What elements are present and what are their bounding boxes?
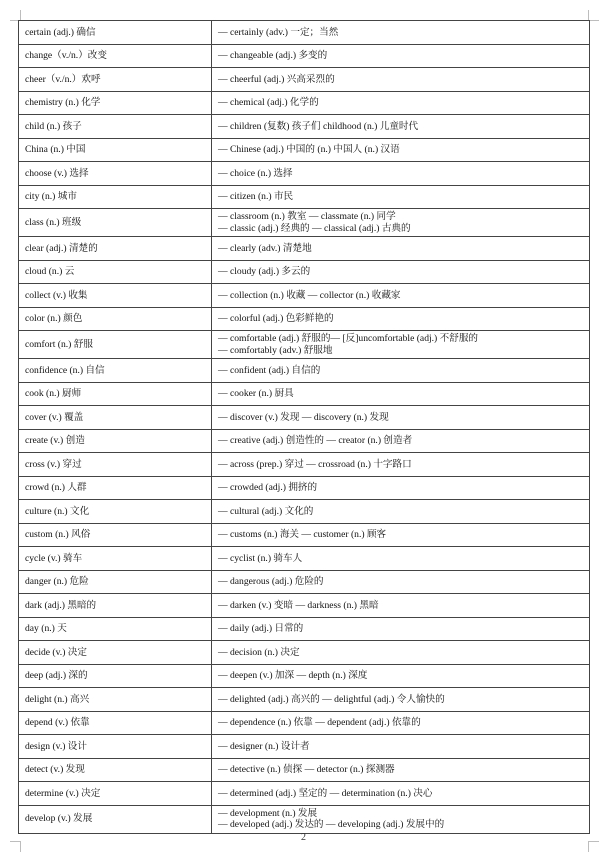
- headword-cell: determine (v.) 决定: [19, 782, 212, 806]
- derivative-line: — choice (n.) 选择: [218, 167, 293, 179]
- headword-cell: cover (v.) 覆盖: [19, 406, 212, 430]
- derivatives-cell: [212, 44, 590, 68]
- derivatives-cell: [212, 500, 590, 524]
- derivatives-cell: [212, 453, 590, 477]
- table-row: [19, 500, 590, 524]
- table-row: [19, 664, 590, 688]
- derivative-line: — designer (n.) 设计者: [218, 740, 310, 752]
- derivatives-cell: [212, 429, 590, 453]
- derivative-line: — discover (v.) 发现 — discovery (n.) 发现: [218, 411, 389, 423]
- table-row: [19, 162, 590, 186]
- table-row: [19, 641, 590, 665]
- derivatives-cell: [212, 735, 590, 759]
- headword-cell: deep (adj.) 深的: [19, 664, 212, 688]
- table-row: [19, 284, 590, 308]
- derivative-line: — Chinese (adj.) 中国的 (n.) 中国人 (n.) 汉语: [218, 144, 400, 155]
- derivatives-cell: [212, 209, 590, 237]
- headword-cell: day (n.) 天: [19, 617, 212, 641]
- table-row: [19, 406, 590, 430]
- derivative-line: — classic (adj.) 经典的 — classical (adj.) 古典的: [218, 222, 411, 234]
- table-row: [19, 359, 590, 383]
- headword-cell: danger (n.) 危险: [19, 570, 212, 594]
- table-row: [19, 237, 590, 261]
- table-row: [19, 21, 590, 45]
- derivatives-cell: [212, 805, 590, 833]
- derivative-line: — creative (adj.) 创造性的 — creator (n.) 创造者: [218, 435, 413, 446]
- headword-cell: cycle (v.) 骑车: [19, 547, 212, 571]
- derivatives-cell: [212, 68, 590, 92]
- table-row: [19, 711, 590, 735]
- table-row: [19, 209, 590, 237]
- table-row: [19, 570, 590, 594]
- headword-cell: design (v.) 设计: [19, 735, 212, 759]
- headword-cell: chemistry (n.) 化学: [19, 91, 212, 115]
- headword-cell: detect (v.) 发现: [19, 758, 212, 782]
- derivatives-cell: [212, 641, 590, 665]
- derivatives-cell: [212, 664, 590, 688]
- headword-cell: confidence (n.) 自信: [19, 359, 212, 383]
- headword-cell: class (n.) 班级: [19, 209, 212, 237]
- headword-cell: cloud (n.) 云: [19, 260, 212, 284]
- headword-cell: dark (adj.) 黑暗的: [19, 594, 212, 618]
- derivatives-cell: [212, 758, 590, 782]
- derivatives-cell: [212, 359, 590, 383]
- headword-cell: decide (v.) 决定: [19, 641, 212, 665]
- derivative-line: — crowded (adj.) 拥挤的: [218, 482, 318, 493]
- derivative-line: — cultural (adj.) 文化的: [218, 505, 314, 517]
- derivatives-cell: [212, 594, 590, 618]
- derivatives-cell: [212, 617, 590, 641]
- table-row: [19, 594, 590, 618]
- table-row: [19, 307, 590, 331]
- derivatives-cell: [212, 688, 590, 712]
- derivatives-cell: [212, 523, 590, 547]
- derivatives-cell: [212, 260, 590, 284]
- derivative-line: — darken (v.) 变暗 — darkness (n.) 黑暗: [218, 599, 379, 611]
- table-row: [19, 260, 590, 284]
- derivatives-cell: [212, 115, 590, 139]
- table-row: [19, 138, 590, 162]
- derivatives-cell: [212, 185, 590, 209]
- derivative-line: — cooker (n.) 厨具: [218, 388, 294, 399]
- derivative-line: — cloudy (adj.) 多云的: [218, 266, 311, 277]
- derivative-line: — cyclist (n.) 骑车人: [218, 552, 303, 564]
- vocabulary-table: [18, 20, 590, 834]
- derivative-line: — daily (adj.) 日常的: [218, 623, 304, 634]
- headword-cell: create (v.) 创造: [19, 429, 212, 453]
- table-row: [19, 429, 590, 453]
- vocabulary-table-body: [19, 21, 590, 834]
- derivative-line: — clearly (adv.) 清楚地: [218, 242, 312, 254]
- derivative-line: — citizen (n.) 市民: [218, 191, 294, 202]
- table-row: [19, 758, 590, 782]
- page-number: 2: [301, 832, 306, 843]
- derivatives-cell: [212, 284, 590, 308]
- derivatives-cell: [212, 476, 590, 500]
- derivatives-cell: [212, 21, 590, 45]
- headword-cell: China (n.) 中国: [19, 138, 212, 162]
- headword-cell: collect (v.) 收集: [19, 284, 212, 308]
- table-row: [19, 185, 590, 209]
- table-row: [19, 805, 590, 833]
- derivatives-cell: [212, 138, 590, 162]
- table-row: [19, 617, 590, 641]
- derivative-line: — across (prep.) 穿过 — crossroad (n.) 十字路口: [218, 458, 412, 470]
- derivatives-cell: [212, 331, 590, 359]
- headword-cell: comfort (n.) 舒服: [19, 331, 212, 359]
- derivative-line: — development (n.) 发展: [218, 807, 318, 819]
- derivatives-cell: [212, 547, 590, 571]
- derivative-line: — classroom (n.) 教室 — classmate (n.) 同学: [218, 211, 396, 222]
- derivative-line: — collection (n.) 收藏 — collector (n.) 收藏家: [218, 289, 401, 301]
- headword-cell: cheer（v./n.）欢呼: [19, 68, 212, 92]
- table-row: [19, 688, 590, 712]
- table-row: [19, 453, 590, 477]
- derivatives-cell: [212, 307, 590, 331]
- derivative-line: — deepen (v.) 加深 — depth (n.) 深度: [218, 670, 368, 681]
- headword-cell: crowd (n.) 人群: [19, 476, 212, 500]
- derivatives-cell: [212, 382, 590, 406]
- table-row: [19, 68, 590, 92]
- table-row: [19, 547, 590, 571]
- derivative-line: — certainly (adv.) 一定；当然: [218, 26, 339, 38]
- derivative-line: — decision (n.) 决定: [218, 646, 300, 658]
- derivative-line: — dependence (n.) 依靠 — dependent (adj.) 依靠的: [218, 717, 421, 728]
- headword-cell: city (n.) 城市: [19, 185, 212, 209]
- derivative-line: — children (复数) 孩子们 childhood (n.) 儿童时代: [218, 120, 419, 132]
- derivatives-cell: [212, 711, 590, 735]
- headword-cell: change（v./n.）改变: [19, 44, 212, 68]
- headword-cell: develop (v.) 发展: [19, 805, 212, 833]
- derivative-line: — dangerous (adj.) 危险的: [218, 576, 324, 587]
- derivative-line: — colorful (adj.) 色彩鲜艳的: [218, 313, 334, 324]
- table-row: [19, 782, 590, 806]
- headword-cell: delight (n.) 高兴: [19, 688, 212, 712]
- derivative-line: — comfortably (adv.) 舒服地: [218, 344, 333, 356]
- derivative-line: — confident (adj.) 自信的: [218, 364, 321, 376]
- headword-cell: clear (adj.) 清楚的: [19, 237, 212, 261]
- derivatives-cell: [212, 782, 590, 806]
- table-row: [19, 735, 590, 759]
- table-row: [19, 382, 590, 406]
- headword-cell: culture (n.) 文化: [19, 500, 212, 524]
- headword-cell: color (n.) 颜色: [19, 307, 212, 331]
- headword-cell: child (n.) 孩子: [19, 115, 212, 139]
- headword-cell: certain (adj.) 确信: [19, 21, 212, 45]
- derivatives-cell: [212, 570, 590, 594]
- table-row: [19, 91, 590, 115]
- table-row: [19, 476, 590, 500]
- headword-cell: choose (v.) 选择: [19, 162, 212, 186]
- headword-cell: cross (v.) 穿过: [19, 453, 212, 477]
- derivative-line: — cheerful (adj.) 兴高采烈的: [218, 73, 335, 85]
- derivative-line: — changeable (adj.) 多变的: [218, 50, 328, 61]
- table-row: [19, 523, 590, 547]
- derivative-line: — determined (adj.) 坚定的 — determination (n.) 决心: [218, 787, 433, 799]
- derivatives-cell: [212, 91, 590, 115]
- headword-cell: custom (n.) 风俗: [19, 523, 212, 547]
- derivative-line: — developed (adj.) 发达的 — developing (adj.) 发展中的: [218, 819, 445, 830]
- derivative-line: — chemical (adj.) 化学的: [218, 97, 319, 108]
- derivatives-cell: [212, 162, 590, 186]
- derivative-line: — customs (n.) 海关 — customer (n.) 顾客: [218, 529, 387, 540]
- table-row: [19, 44, 590, 68]
- derivatives-cell: [212, 406, 590, 430]
- headword-cell: depend (v.) 依靠: [19, 711, 212, 735]
- table-row: [19, 115, 590, 139]
- derivative-line: — comfortable (adj.) 舒服的— [反]uncomfortable (adj.) 不舒服的: [218, 333, 479, 344]
- derivative-line: — detective (n.) 侦探 — detector (n.) 探测器: [218, 764, 395, 775]
- derivative-line: — delighted (adj.) 高兴的 — delightful (adj.) 令人愉快的: [218, 693, 445, 705]
- headword-cell: cook (n.) 厨师: [19, 382, 212, 406]
- derivatives-cell: [212, 237, 590, 261]
- table-row: [19, 331, 590, 359]
